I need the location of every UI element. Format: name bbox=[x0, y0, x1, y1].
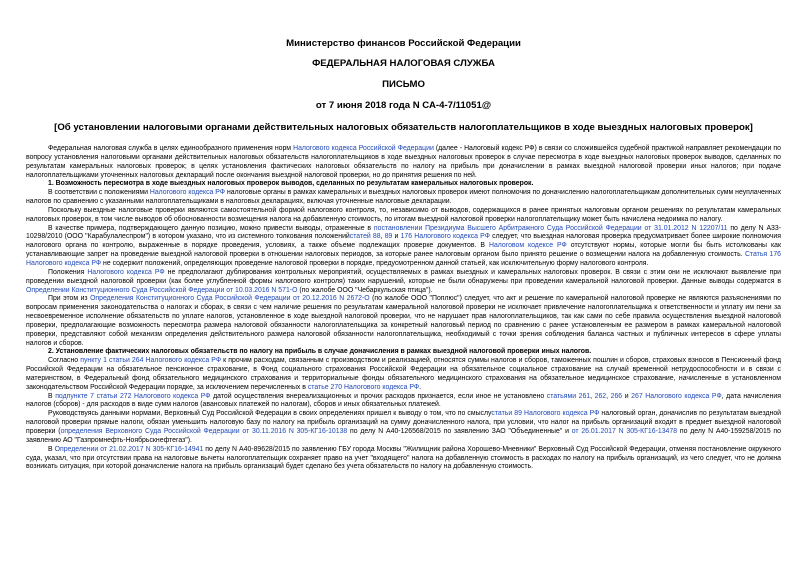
document-type: ПИСЬМО bbox=[382, 79, 425, 90]
paragraph-text: (далее - Налоговый кодекс РФ) в связи со сложившейся судебной практикой направляет рекомендации по вопросу установления налоговыми органами действительных налоговых обязательств налогоплательщиков в ходе выездных налоговых проверок в случае пересмотра в ходе выездных налоговых проверок выводов, сделанных по результатам камеральных налоговых проверок; в целях установления фактических налоговых обязательств по налогу на прибыль при доначислении в рамках выездной налоговой проверки иных налогов; при подаче налогоплательщиками уточненных налоговых деклараций после окончания выездной налоговой проверки, но до принятия решения по ней. bbox=[26, 145, 781, 179]
paragraph bbox=[26, 225, 781, 269]
paragraph-text: отсутствуют нормы, которые могли бы быть истолкованы как устанавливающие запрет на проведение выездной налоговой проверки в отношении налоговых периодов, за которые ранее налоговым органом было принято решение о возмещении налога на добавленную стоимость. bbox=[26, 242, 781, 259]
paragraph-text: по делу N А40-126568/2015 по заявлению ЗАО "Объединенные" и bbox=[347, 428, 572, 435]
service-heading: ФЕДЕРАЛЬНАЯ НАЛОГОВАЯ СЛУЖБА bbox=[312, 58, 495, 69]
paragraph-text: налоговый орган, доначислив по результатам выездной налоговой проверки прямые налоги, обязан уменьшить налоговую базу по налогу на прибыль организаций на сумму доначисленного налога, при условии, что налог на прибыль организаций входит в предмет выездной налоговой проверки ( bbox=[26, 410, 781, 435]
paragraph-text: и bbox=[392, 233, 401, 241]
section-heading bbox=[26, 348, 781, 357]
paragraph-text: Согласно bbox=[48, 357, 81, 365]
document-link[interactable]: статьями 261 bbox=[546, 392, 591, 400]
paragraph bbox=[26, 269, 781, 296]
document-link[interactable]: определения Верховного Суда Российской Федерации от 30.11.2016 N 305-КГ16-10138 bbox=[60, 428, 348, 435]
document-link[interactable]: 89 bbox=[384, 233, 393, 241]
ministry-heading: Министерство финансов Российской Федерации bbox=[286, 38, 521, 49]
document-link[interactable]: 262 bbox=[594, 392, 607, 400]
document-link[interactable]: Налогового кодекса РФ bbox=[87, 268, 165, 276]
paragraph-text: Руководствуясь данными нормами, Верховный Суд Российской Федерации в своих определениях пришел к выводу о том, что по смыслу bbox=[48, 410, 492, 418]
document-subject: [Об установлении налоговыми органами действительных налоговых обязательств налогоплательщиков в ходе выездных налоговых проверок] bbox=[54, 122, 753, 133]
document-link[interactable]: Статья 176 Налогового кодекса РФ bbox=[26, 251, 781, 267]
document-link[interactable]: 176 Налогового кодекса РФ bbox=[400, 233, 490, 241]
paragraph-text: по делу N А40-89628/2015 по заявлению ГБУ города Москвы "Жилищник района Хорошево-Мневники" Верховный Суд Российской Федерации, отменяя постановление окружного суда, указал, что при отсутствии права на налоговые вычеты налогоплательщик сохраняет право на учет "входящего" налога на добавленную стоимость в расходах по налогу на прибыль организаций, из чего следует, что не должна возникать ситуация, при которой доначисление налога на прибыль организаций будет сделано без учета обязательств по налогу на добавленную стоимость. bbox=[26, 445, 781, 471]
paragraph-text: датой осуществления внереализационных и прочих расходов признается, если иное не установлено bbox=[210, 392, 547, 400]
paragraph-text: налоговые органы в рамках камеральных и выездных налоговых проверок имеют полномочия по доначислению налогоплательщикам дополнительных сумм неуплаченных налогов по сравнению с указанными налогоплательщиками в налоговых декларациях, включая уточненные налоговые декларации. bbox=[26, 189, 782, 206]
paragraph-text: 1. Возможность пересмотра в ходе выездных налоговых проверок выводов, сделанных по результатам камеральных налоговых проверок. bbox=[48, 180, 534, 188]
paragraph bbox=[26, 357, 781, 392]
document-link[interactable]: Определении от 21.02.2017 N 305-КГ16-14941 bbox=[54, 445, 204, 453]
document-link[interactable]: Налоговом кодексе РФ bbox=[488, 242, 567, 250]
paragraph-text: При этом из bbox=[48, 295, 91, 303]
document-link[interactable]: подпункте 7 статьи 272 Налогового кодекса РФ bbox=[55, 392, 211, 400]
paragraph bbox=[26, 189, 781, 207]
paragraph-text: (по жалобе ООО "Поплюс") следует, что акт и решение по камеральной налоговой проверке не являются разъяснениями по вопросам применения законодательства о налогах и сборах, в связи с чем наличие решения по результатам камеральной налоговой проверки не исключает привлечение налогоплательщика к ответственности и уплату им пени за несвоевременное исполнение обязательств по уплате налогов, установленное в ходе выездной налоговой проверки, что не нарушает прав налогоплательщиков, так как сами по себе правила осуществления выездной налоговой проверки, предполагающие возможность пересмотра размера налоговой обязанности налогоплательщика за конкретный налоговый период по сравнению с ранее установленным ее размером в рамках камеральной налоговой проверки, представляют собой механизм определения действительного размера налоговой обязанности налогоплательщика, необходимый с точки зрения соблюдения баланса частных и публичных интересов в сфере уплаты налогов и сборов. bbox=[26, 295, 781, 347]
document-link[interactable]: 267 Налогового кодекса РФ bbox=[631, 392, 722, 400]
paragraph-text: по делу N А40-159258/2015 по заявлению АО "Газпромнефть-Ноябрьскнефтегаз"). bbox=[26, 428, 782, 444]
paragraph bbox=[26, 393, 781, 411]
paragraph-text: . bbox=[419, 383, 422, 391]
paragraph-text: В качестве примера, подтверждающего данную позицию, можно привести выводы, отраженные в bbox=[48, 224, 374, 232]
paragraph-text: Поскольку выездные налоговые проверки являются самостоятельной формой налогового контроля, то, независимо от выводов, содержащихся в ранее принятых налоговым органом решениях по результатам камеральных налоговых проверок, в том числе выводов об обоснованности возмещения налога на добавленную стоимость, по итогам выездной налоговой проверки налогоплательщику может быть начислена недоимка по налогу. bbox=[26, 206, 781, 223]
paragraph-text: В bbox=[48, 445, 55, 453]
document-date-number: от 7 июня 2018 года N СА-4-7/11051@ bbox=[315, 100, 492, 111]
document-link[interactable]: от 26.01.2017 N 305-КГ16-13478 bbox=[571, 428, 678, 435]
paragraph-text: не содержит положений, определяющих проведение налоговой проверки в порядке, предусмотренном данной статьей, как исключительную форму налогового контроля. bbox=[101, 259, 649, 267]
paragraph-text: не предполагают дублирования контрольных мероприятий, осуществляемых в рамках выездных и камеральных налоговых проверок. В связи с этим они не исключают выявление при проведении выездной налоговой проверки (как более углубленной формы налогового контроля) таких нарушений, которые не были обнаружены при проведении камеральной налоговой проверки. Данные выводы содержатся в bbox=[26, 268, 781, 285]
document-link[interactable]: статей 88 bbox=[349, 233, 381, 241]
document-link[interactable]: постановлении Президиума Высшего Арбитражного Суда Российской Федерации от 31.01.2012 N 12207/11 bbox=[373, 224, 728, 232]
paragraph-text: (по жалобе ООО "Чебаркульская птица"). bbox=[297, 286, 433, 294]
document-body bbox=[26, 145, 781, 472]
document-link[interactable]: Налогового кодекса Российской Федерации bbox=[293, 145, 434, 152]
paragraph-text: , bbox=[380, 233, 385, 241]
paragraph-text: Федеральная налоговая служба в целях единообразного применения норм bbox=[48, 145, 294, 152]
paragraph-text: к прочим расходам, связанным с производством и реализацией, относятся суммы налогов и сборов, таможенных пошлин и сборов, страховых взносов в Пенсионный фонд Российской Федерации на обязательное пенсионное страхование, в Фонд социального страхования Российской Федерации на обязательное социальное страхование на случай временной нетрудоспособности и в связи с материнством, в Федеральный фонд обязательного медицинского страхования и территориальные фонды обязательного медицинского страхования на обязательное медицинское страхование, начисленные в установленном законодательством Российской Федерации порядке, за исключением перечисленных в bbox=[26, 357, 781, 391]
paragraph-text: по делу N А33-10298/2010 (ООО "Карабулалеспром") в котором указано, что из системного толкования положений bbox=[26, 224, 782, 241]
paragraph-text: Положения bbox=[48, 268, 88, 276]
document-link[interactable]: Налогового кодекса РФ bbox=[149, 189, 226, 197]
paragraph bbox=[26, 446, 781, 473]
paragraph-text: В bbox=[48, 392, 56, 400]
paragraph-text: следует, что выездная налоговая проверка предусматривает более широкие полномочия налогового органа по контролю, выраженные в порядке проведения, условиях, а также объеме подлежащих проверке документов. В bbox=[26, 233, 781, 250]
paragraph bbox=[26, 145, 781, 180]
paragraph bbox=[26, 295, 781, 348]
paragraph-text: , bbox=[590, 392, 595, 400]
paragraph bbox=[26, 207, 781, 225]
paragraph-text: , дата начисления налогов (сборов) - для расходов в виде сумм налогов (авансовых платежей по налогам), сборов и иных обязательных платежей. bbox=[26, 392, 781, 409]
document-link[interactable]: Определения Конституционного Суда Российской Федерации от 20.12.2016 N 2672-О bbox=[90, 295, 370, 303]
paragraph-text: 2. Установление фактических налоговых обязательств по налогу на прибыль в случае доначисления в рамках выездной налоговой проверки иных налогов. bbox=[48, 348, 592, 356]
paragraph bbox=[26, 410, 781, 445]
document-link[interactable]: статьи 89 Налогового кодекса РФ bbox=[491, 410, 600, 418]
document-link[interactable]: 266 bbox=[610, 392, 623, 400]
document-link[interactable]: пункту 1 статьи 264 Налогового кодекса РФ bbox=[80, 357, 222, 365]
document-link[interactable]: Определении Конституционного Суда Российской Федерации от 10.03.2016 N 571-О bbox=[26, 286, 298, 294]
paragraph-text: и bbox=[622, 392, 632, 400]
paragraph-text: , bbox=[606, 392, 611, 400]
section-heading bbox=[26, 180, 781, 189]
paragraph-text: В соответствии с положениями bbox=[48, 189, 150, 197]
document-link[interactable]: статье 270 Налогового кодекса РФ bbox=[307, 383, 420, 391]
